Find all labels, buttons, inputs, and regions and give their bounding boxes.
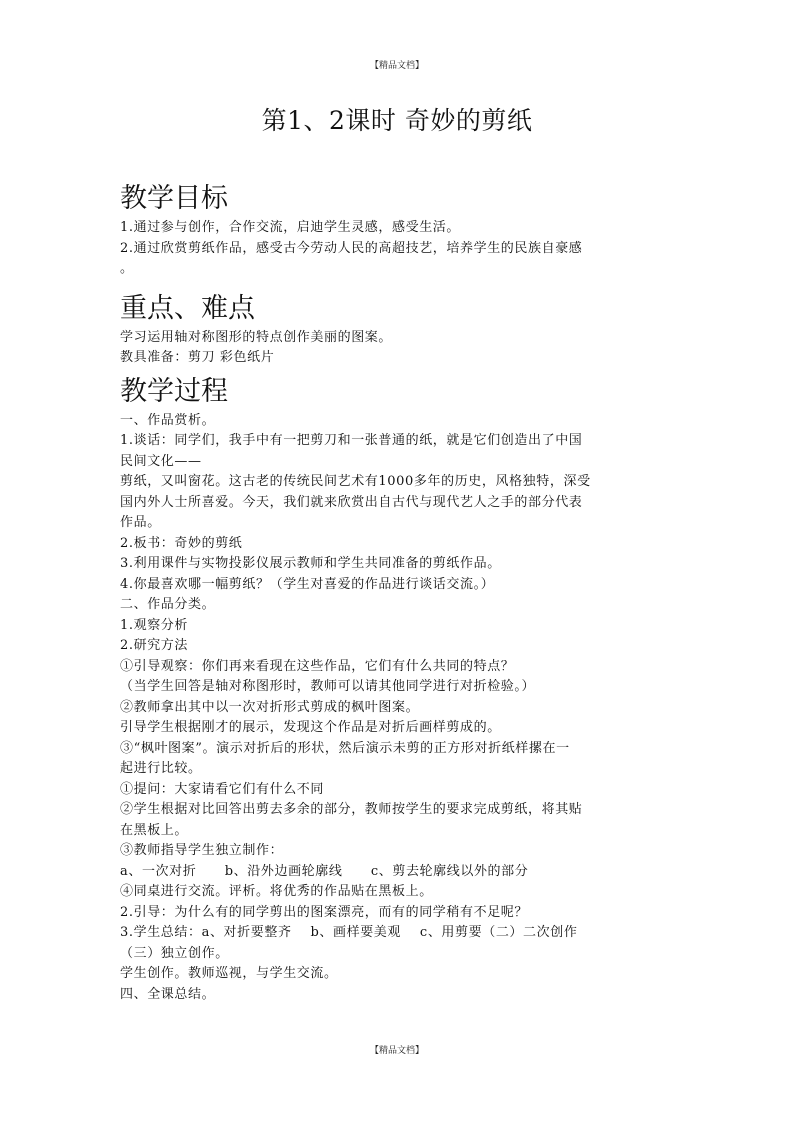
paragraph-line: 3.学生总结：a、对折要整齐 b、画样要美观 c、用剪要（二）二次创作 [120,925,578,940]
process-body [120,411,680,1006]
paragraph-line: 2.板书：奇妙的剪纸 [120,535,243,551]
paragraph-line: ①引导观察：你们再来看现在这些作品，它们有什么共同的特点？ [120,658,515,674]
paragraph-line: 民间文化—— [120,453,202,469]
paragraph-line: 剪纸，又叫窗花。这古老的传统民间艺术有1000多年的历史，风格独特，深受 [120,474,591,489]
paragraph-line: ④同桌进行交流。评析。将优秀的作品贴在黑板上。 [120,884,433,899]
paragraph-line: 起进行比较。 [120,761,202,776]
paragraph-line: 2.引导：为什么有的同学剪出的图案漂亮，而有的同学稍有不足呢？ [120,904,529,920]
document-title: 第1、2课时 奇妙的剪纸 [261,106,533,135]
paragraph-line: 4.你最喜欢哪一幅剪纸？（学生对喜爱的作品进行谈话交流。） [120,576,495,592]
paragraph-line: 2.研究方法 [120,638,189,653]
paragraph-line: 四、全课总结。 [120,986,216,1002]
page-footer: 【精品文档】 [369,1046,424,1056]
paragraph-line: ②学生根据对比回答出剪去多余的部分，教师按学生的要求完成剪纸，将其贴 [120,802,583,817]
heading-process: 教学过程 [120,375,228,407]
paragraph-line: 1.谈话：同学们，我手中有一把剪刀和一张普通的纸，就是它们创造出了中国 [120,433,583,448]
paragraph-line: 3.利用课件与实物投影仪展示教师和学生共同准备的剪纸作品。 [120,556,501,571]
paragraph-line: 1.观察分析 [120,617,189,633]
paragraph-line: 一、作品赏析。 [120,412,216,428]
paragraph-line: ③“枫叶图案”。演示对折后的形状，然后演示未剪的正方形对折纸样摞在一 [120,740,570,756]
paragraph-line: 2.通过欣赏剪纸作品，感受古今劳动人民的高超技艺，培养学生的民族自豪感 [120,240,583,256]
paragraph-line: a、一次对折 b、沿外边画轮廓线 c、剪去轮廓线以外的部分 [120,863,529,879]
paragraph-line: 学生创作。教师巡视，与学生交流。 [120,966,338,981]
paragraph-line: 引导学生根据刚才的展示，发现这个作品是对折后画样剪成的。 [120,720,501,735]
page-header: 【精品文档】 [369,61,424,71]
paragraph-line: ③教师指导学生独立制作： [120,843,284,858]
paragraph-line: 国内外人士所喜爱。今天，我们就来欣赏出自古代与现代艺人之手的部分代表 [120,494,583,510]
paragraph-line: 学习运用轴对称图形的特点创作美丽的图案。 [120,329,393,345]
paragraph-line: ①提问：大家请看它们有什么不同 [120,781,325,797]
paragraph-line: （当学生回答是轴对称图形时，教师可以请其他同学进行对折检验。） [120,679,536,694]
heading-key-points: 重点、难点 [120,292,255,324]
key-points-body [120,328,680,369]
paragraph-line: 。 [120,261,134,276]
paragraph-line: 作品。 [120,515,161,530]
paragraph-line: 教具准备：剪刀 彩色纸片 [120,350,275,365]
heading-objectives: 教学目标 [120,183,228,214]
paragraph-line: 1.通过参与创作，合作交流，启迪学生灵感，感受生活。 [120,220,461,235]
paragraph-line: （三）独立创作。 [120,945,229,961]
paragraph-line: 二、作品分类。 [120,597,216,612]
objectives-body [120,218,680,280]
paragraph-line: ②教师拿出其中以一次对折形式剪成的枫叶图案。 [120,699,420,715]
paragraph-line: 在黑板上。 [120,822,189,838]
document-body [120,180,680,1005]
